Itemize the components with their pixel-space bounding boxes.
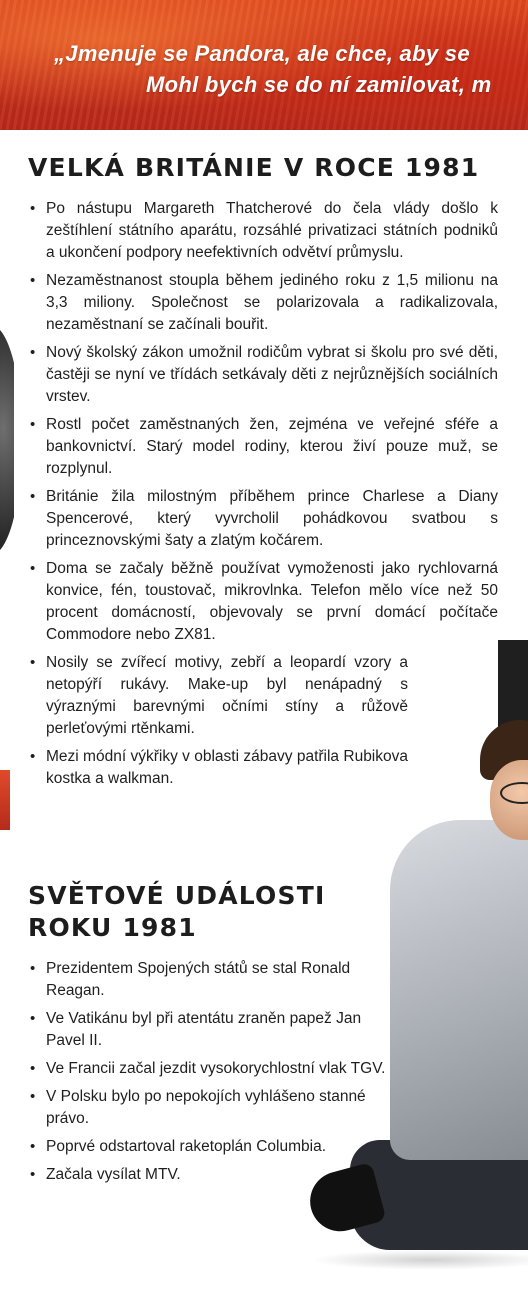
list-item: • V Polsku bylo po nepokojích vyhlášeno stanné právo. bbox=[28, 1086, 388, 1130]
pull-quote bbox=[54, 38, 528, 100]
list-item: • Nezaměstnanost stoupla během jediného roku z 1,5 milionu na 3,3 miliony. Společnost se polarizovala a radikalizovala, nezaměstnaní se začínali bouřit. bbox=[28, 270, 498, 336]
list-item: • Doma se začaly běžně používat vymoženosti jako rychlovarná konvice, fén, toustovač, mikrovlnka. Telefon mělo více než 50 procent domácností, objevovaly se první domácí počítače Commodore nebo ZX81. bbox=[28, 558, 498, 646]
list-item: • Začala vysílat MTV. bbox=[28, 1164, 388, 1186]
list-item: • Mezi módní výkřiky v oblasti zábavy patřila Rubikova kostka a walkman. bbox=[28, 746, 408, 790]
list-item: • Británie žila milostným příběhem prince Charlese a Diany Spencerové, který vyvrcholil pohádkovou svatbou s princeznovskými šaty a zlatým kočárem. bbox=[28, 486, 498, 552]
list-item: • Ve Vatikánu byl při atentátu zraněn papež Jan Pavel II. bbox=[28, 1008, 388, 1052]
quote-line-1: „Jmenuje se Pandora, ale chce, aby se bbox=[54, 41, 470, 66]
list-item: • Rostl počet zaměstnaných žen, zejména ve veřejné sféře a bankovnictví. Starý model rodiny, kterou živí pouze muž, se rozplynul. bbox=[28, 414, 498, 480]
list-item: • Prezidentem Spojených států se stal Ronald Reagan. bbox=[28, 958, 388, 1002]
list-item: • Nosily se zvířecí motivy, zebří a leopardí vzory a netopýří rukávy. Make-up byl nenápadný s výraznými barevnými očními stíny a růžově perleťovými rtěnkami. bbox=[28, 652, 408, 740]
list-item: • Ve Francii začal jezdit vysokorychlostní vlak TGV. bbox=[28, 1058, 388, 1080]
bullet-list bbox=[28, 198, 498, 790]
left-red-fragment bbox=[0, 770, 10, 830]
section-title: SVĚTOVÉ UDÁLOSTI ROKU 1981 bbox=[28, 881, 326, 942]
person-photo-kneeling bbox=[310, 720, 528, 1280]
quote-line-2: Mohl bych se do ní zamilovat, m bbox=[146, 72, 492, 97]
list-item: • Po nástupu Margareth Thatcherové do čela vlády došlo k zeštíhlení státního aparátu, rozsáhlé privatizaci státních podniků a ukončení podpory neefektivních odvětví průmyslu. bbox=[28, 198, 498, 264]
section-britain-1981 bbox=[28, 152, 498, 796]
quote-banner bbox=[0, 0, 528, 130]
list-item: • Poprvé odstartoval raketoplán Columbia. bbox=[28, 1136, 388, 1158]
list-item: • Nový školský zákon umožnil rodičům vybrat si školu pro své děti, častěji se nyní ve třídách setkávaly děti z nejrůznějších sociálních vrstev. bbox=[28, 342, 498, 408]
section-title: VELKÁ BRITÁNIE V ROCE 1981 bbox=[28, 153, 480, 182]
